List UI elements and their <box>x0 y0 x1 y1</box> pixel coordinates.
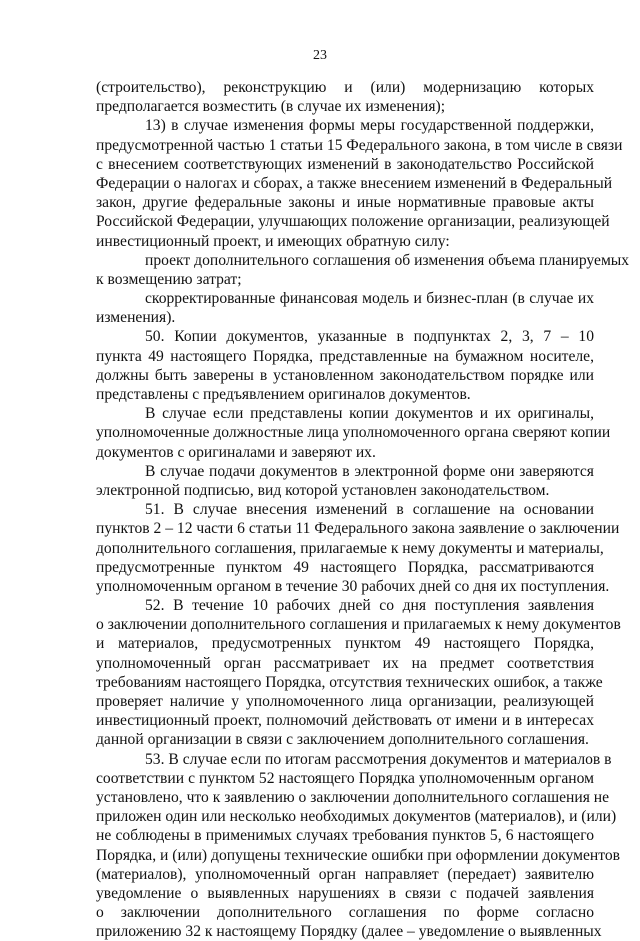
text-line: 13) в случае изменения формы меры государственной поддержки, <box>145 117 594 135</box>
text-line: предусмотренные пунктом 49 настоящего Порядка, рассматриваются <box>96 558 594 576</box>
text-line: уполномоченный орган рассматривает их на предмет соответствия <box>96 654 594 672</box>
text-line: предполагается возместить (в случае их изменения); <box>96 98 446 116</box>
text-line: с внесением соответствующих изменений в законодательство Российской <box>96 155 594 173</box>
text-line: пунктов 2 – 12 части 6 статьи 11 Федерального закона заявление о заключении <box>96 520 620 538</box>
page-number: 23 <box>313 48 327 63</box>
text-line: электронной подписью, вид которой установлен законодательством. <box>96 481 550 499</box>
text-line: проверяет наличие у уполномоченного лица организации, реализующей <box>96 693 594 710</box>
text-line: проект дополнительного соглашения об изменения объема планируемых <box>145 251 630 269</box>
text-line: к возмещению затрат; <box>96 270 242 288</box>
text-line: Российской Федерации, улучшающих положение организации, реализующей <box>96 213 610 231</box>
document-body <box>96 78 630 941</box>
text-line: документов с оригиналами и заверяют их. <box>96 443 376 461</box>
text-line: 51. В случае внесения изменений в соглашение на основании <box>145 501 594 519</box>
text-line: предусмотренной частью 1 статьи 15 Федерального закона, в том числе в связи <box>96 136 623 154</box>
text-line: 50. Копии документов, указанные в подпунктах 2, 3, 7 – 10 <box>145 328 594 346</box>
text-line: инвестиционный проект, и имеющих обратную силу: <box>96 232 450 250</box>
text-line: Федерации о налогах и сборах, а также внесением изменений в Федеральный <box>96 174 613 192</box>
text-line: 52. В течение 10 рабочих дней со дня поступления заявления <box>145 597 594 615</box>
text-line: приложению 32 к настоящему Порядку (далее – уведомление о выявленных <box>96 923 602 941</box>
text-line: представлены с предъявлением оригиналов документов. <box>96 386 471 403</box>
text-line: Порядка, и (или) допущены технические ошибки при оформлении документов <box>96 846 621 864</box>
text-line: уполномоченным органом в течение 30 рабочих дней со дня их поступления. <box>96 577 610 595</box>
text-line: о заключении дополнительного соглашения и прилагаемых к нему документов <box>96 616 621 634</box>
text-line: В случае подачи документов в электронной форме они заверяются <box>145 462 594 480</box>
text-line: 53. В случае если по итогам рассмотрения документов и материалов в <box>145 750 612 768</box>
text-line: приложен один или несколько необходимых документов (материалов), и (или) <box>96 808 617 826</box>
text-line: установлено, что к заявлению о заключении дополнительного соглашения не <box>96 788 610 806</box>
text-line: (строительство), реконструкцию и (или) модернизацию которых <box>96 79 594 96</box>
text-line: скорректированные финансовая модель и бизнес-план (в случае их <box>145 290 594 308</box>
text-line: о заключении дополнительного соглашения по форме согласно <box>96 904 594 922</box>
text-line: В случае если представлены копии документов и их оригиналы, <box>145 405 594 423</box>
text-line: инвестиционный проект, полномочий действовать от имени и в интересах <box>96 712 594 730</box>
text-line: уполномоченные должностные лица уполномоченного органа сверяют копии <box>96 424 611 442</box>
text-line: соответствии с пунктом 52 настоящего Порядка уполномоченным органом <box>96 769 594 787</box>
text-line: закон, другие федеральные законы и иные нормативные правовые акты <box>96 194 594 212</box>
text-line: дополнительного соглашения, прилагаемые к нему документы и материалы, <box>96 539 604 557</box>
text-line: данной организации в связи с заключением дополнительного соглашения. <box>96 731 589 749</box>
text-line: не соблюдены в применимых случаях требования пунктов 5, 6 настоящего <box>96 827 594 845</box>
text-line: изменения). <box>96 309 176 327</box>
text-line: уведомление о выявленных нарушениях в связи с подачей заявления <box>96 884 594 902</box>
text-line: (материалов), уполномоченный орган направляет (передает) заявителю <box>96 865 594 883</box>
text-line: и материалов, предусмотренных пунктом 49 настоящего Порядка, <box>96 635 594 653</box>
text-line: должны быть заверены в установленном законодательством порядке или <box>96 366 594 384</box>
text-line: требованиям настоящего Порядка, отсутствия технических ошибок, а также <box>96 673 603 691</box>
text-line: пункта 49 настоящего Порядка, представленные на бумажном носителе, <box>96 347 594 365</box>
